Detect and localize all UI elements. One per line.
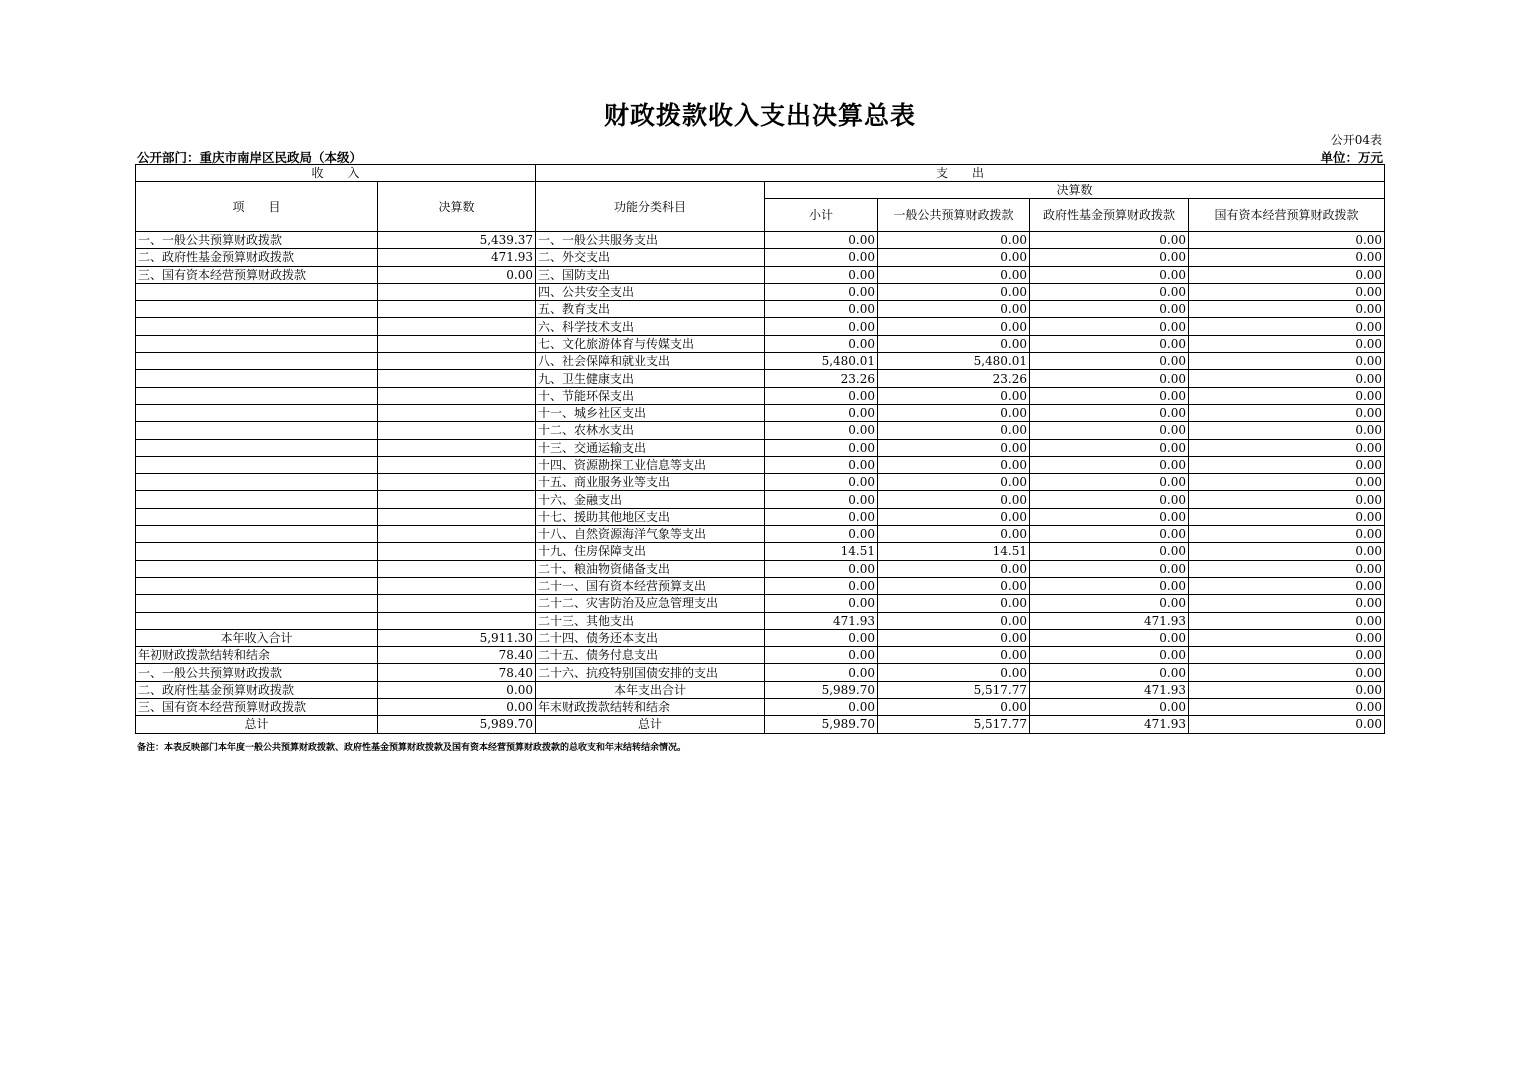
subtotal-cell: 0.00 [765,387,878,404]
general-cell: 0.00 [878,647,1030,664]
func-item-cell: 十、节能环保支出 [536,387,765,404]
func-item-cell: 十五、商业服务业等支出 [536,474,765,491]
table-row [136,456,1385,473]
state-capital-cell: 0.00 [1189,439,1385,456]
table-row [136,629,1385,646]
func-item-cell: 二十、粮油物资储备支出 [536,560,765,577]
income-amount-cell: 5,989.70 [378,716,536,733]
state-capital-header: 国有资本经营预算财政拨款 [1189,199,1385,232]
table-row [136,526,1385,543]
income-item-cell: 三、国有资本经营预算财政拨款 [136,266,378,283]
func-item-cell: 二十六、抗疫特别国债安排的支出 [536,664,765,681]
gov-fund-cell: 0.00 [1030,335,1189,352]
general-cell: 0.00 [878,699,1030,716]
table-row [136,716,1385,733]
gov-fund-cell: 0.00 [1030,387,1189,404]
state-capital-cell: 0.00 [1189,577,1385,594]
gov-fund-cell: 471.93 [1030,716,1189,733]
func-item-cell: 十三、交通运输支出 [536,439,765,456]
func-item-cell: 九、卫生健康支出 [536,370,765,387]
income-amount-cell [378,612,536,629]
income-amount-cell [378,560,536,577]
income-item-cell: 二、政府性基金预算财政拨款 [136,249,378,266]
state-capital-cell: 0.00 [1189,543,1385,560]
func-item-cell: 年末财政拨款结转和结余 [536,699,765,716]
state-capital-cell: 0.00 [1189,647,1385,664]
state-capital-cell: 0.00 [1189,456,1385,473]
table-row [136,266,1385,283]
subtotal-cell: 0.00 [765,283,878,300]
func-item-cell: 二十三、其他支出 [536,612,765,629]
income-item-cell [136,595,378,612]
table-row [136,283,1385,300]
general-cell: 0.00 [878,404,1030,421]
table-row [136,301,1385,318]
income-amount-cell [378,422,536,439]
income-amount-cell: 78.40 [378,664,536,681]
func-item-cell: 三、国防支出 [536,266,765,283]
table-row [136,249,1385,266]
income-item-cell: 一、一般公共预算财政拨款 [136,664,378,681]
state-capital-cell: 0.00 [1189,612,1385,629]
subtotal-cell: 14.51 [765,543,878,560]
state-capital-cell: 0.00 [1189,266,1385,283]
func-item-cell: 十八、自然资源海洋气象等支出 [536,526,765,543]
gov-fund-cell: 0.00 [1030,456,1189,473]
func-item-cell: 二、外交支出 [536,249,765,266]
general-cell: 0.00 [878,595,1030,612]
income-item-cell [136,370,378,387]
general-cell: 0.00 [878,439,1030,456]
subtotal-cell: 0.00 [765,595,878,612]
state-capital-cell: 0.00 [1189,370,1385,387]
general-cell: 0.00 [878,491,1030,508]
table-row [136,491,1385,508]
subtotal-cell: 0.00 [765,232,878,249]
general-header: 一般公共预算财政拨款 [878,199,1030,232]
subtotal-cell: 0.00 [765,526,878,543]
table-row [136,439,1385,456]
table-row [136,560,1385,577]
subtotal-cell: 0.00 [765,266,878,283]
state-capital-cell: 0.00 [1189,283,1385,300]
income-item-cell [136,577,378,594]
table-row [136,699,1385,716]
income-amount-cell [378,335,536,352]
func-header: 功能分类科目 [536,182,765,232]
income-item-cell: 一、一般公共预算财政拨款 [136,232,378,249]
gov-fund-cell: 0.00 [1030,699,1189,716]
income-item-cell [136,404,378,421]
func-item-cell: 二十一、国有资本经营预算支出 [536,577,765,594]
func-item-cell: 二十二、灾害防治及应急管理支出 [536,595,765,612]
state-capital-cell: 0.00 [1189,422,1385,439]
general-cell: 5,517.77 [878,681,1030,698]
table-row [136,370,1385,387]
income-item-cell [136,283,378,300]
state-capital-cell: 0.00 [1189,249,1385,266]
subtotal-cell: 0.00 [765,422,878,439]
table-row [136,474,1385,491]
general-cell: 0.00 [878,301,1030,318]
subtotal-cell: 0.00 [765,577,878,594]
general-cell: 0.00 [878,629,1030,646]
gov-fund-cell: 0.00 [1030,370,1189,387]
income-amount-cell: 0.00 [378,699,536,716]
subtotal-cell: 0.00 [765,699,878,716]
state-capital-cell: 0.00 [1189,404,1385,421]
func-item-cell: 五、教育支出 [536,301,765,318]
gov-fund-cell: 0.00 [1030,595,1189,612]
general-cell: 0.00 [878,560,1030,577]
gov-fund-cell: 0.00 [1030,577,1189,594]
table-row [136,681,1385,698]
state-capital-cell: 0.00 [1189,353,1385,370]
income-item-cell [136,335,378,352]
income-amount-cell [378,456,536,473]
table-row [136,232,1385,249]
gov-fund-cell: 0.00 [1030,404,1189,421]
income-amount-cell: 0.00 [378,681,536,698]
income-amount-cell: 0.00 [378,266,536,283]
income-item-cell [136,560,378,577]
state-capital-cell: 0.00 [1189,335,1385,352]
func-item-cell: 六、科学技术支出 [536,318,765,335]
general-cell: 0.00 [878,474,1030,491]
subtotal-cell: 5,989.70 [765,716,878,733]
subtotal-cell: 471.93 [765,612,878,629]
income-item-cell [136,439,378,456]
gov-fund-cell: 0.00 [1030,249,1189,266]
income-item-cell [136,474,378,491]
func-item-cell: 十一、城乡社区支出 [536,404,765,421]
subtotal-cell: 0.00 [765,560,878,577]
income-amount-cell [378,474,536,491]
income-item-cell [136,318,378,335]
subtotal-cell: 0.00 [765,318,878,335]
table-number: 公开04表 [1330,133,1382,147]
subtotal-cell: 0.00 [765,335,878,352]
table-row [136,387,1385,404]
subtotal-cell: 0.00 [765,249,878,266]
subtotal-cell: 23.26 [765,370,878,387]
func-item-cell: 总计 [536,716,765,733]
income-item-cell [136,353,378,370]
state-capital-cell: 0.00 [1189,699,1385,716]
general-cell: 0.00 [878,612,1030,629]
income-amount-cell [378,491,536,508]
table-row [136,422,1385,439]
func-item-cell: 十六、金融支出 [536,491,765,508]
general-cell: 5,480.01 [878,353,1030,370]
income-amount-cell [378,370,536,387]
subtotal-cell: 0.00 [765,301,878,318]
state-capital-cell: 0.00 [1189,716,1385,733]
income-amount-cell: 471.93 [378,249,536,266]
subtotal-header: 小计 [765,199,878,232]
state-capital-cell: 0.00 [1189,318,1385,335]
gov-fund-cell: 0.00 [1030,266,1189,283]
state-capital-cell: 0.00 [1189,232,1385,249]
table-row [136,577,1385,594]
income-item-cell [136,612,378,629]
income-item-cell [136,508,378,525]
state-capital-cell: 0.00 [1189,681,1385,698]
subtotal-cell: 5,480.01 [765,353,878,370]
subtotal-cell: 0.00 [765,491,878,508]
table-row [136,543,1385,560]
func-item-cell: 二十四、债务还本支出 [536,629,765,646]
income-item-cell [136,491,378,508]
general-cell: 0.00 [878,577,1030,594]
subtotal-cell: 0.00 [765,404,878,421]
unit-label: 单位：万元 [1320,150,1383,165]
general-cell: 23.26 [878,370,1030,387]
income-item-cell [136,543,378,560]
gov-fund-cell: 471.93 [1030,612,1189,629]
income-amount-cell [378,439,536,456]
amount-header: 决算数 [378,182,536,232]
gov-fund-cell: 0.00 [1030,232,1189,249]
table-row [136,647,1385,664]
subtotal-cell: 0.00 [765,647,878,664]
budget-table [135,164,1385,734]
income-amount-cell [378,283,536,300]
gov-fund-cell: 0.00 [1030,422,1189,439]
state-capital-cell: 0.00 [1189,595,1385,612]
state-capital-cell: 0.00 [1189,629,1385,646]
income-item-cell [136,387,378,404]
general-cell: 0.00 [878,526,1030,543]
income-header: 收 入 [136,165,536,182]
general-cell: 0.00 [878,508,1030,525]
gov-fund-cell: 0.00 [1030,647,1189,664]
department-label: 公开部门：重庆市南岸区民政局（本级） [137,150,363,165]
func-item-cell: 十九、住房保障支出 [536,543,765,560]
table-row [136,353,1385,370]
income-item-cell [136,456,378,473]
state-capital-cell: 0.00 [1189,387,1385,404]
general-cell: 0.00 [878,266,1030,283]
general-cell: 0.00 [878,283,1030,300]
expense-header: 支 出 [536,165,1385,182]
gov-fund-cell: 471.93 [1030,681,1189,698]
income-amount-cell: 78.40 [378,647,536,664]
income-amount-cell [378,387,536,404]
func-item-cell: 本年支出合计 [536,681,765,698]
income-item-cell: 总计 [136,716,378,733]
income-amount-cell: 5,439.37 [378,232,536,249]
income-item-cell: 二、政府性基金预算财政拨款 [136,681,378,698]
income-item-cell: 三、国有资本经营预算财政拨款 [136,699,378,716]
subtotal-cell: 0.00 [765,474,878,491]
general-cell: 0.00 [878,664,1030,681]
general-cell: 0.00 [878,422,1030,439]
income-item-cell: 本年收入合计 [136,629,378,646]
func-item-cell: 一、一般公共服务支出 [536,232,765,249]
gov-fund-cell: 0.00 [1030,508,1189,525]
general-cell: 0.00 [878,318,1030,335]
subtotal-cell: 5,989.70 [765,681,878,698]
footnote: 备注：本表反映部门本年度一般公共预算财政拨款、政府性基金预算财政拨款及国有资本经营预算财政拨款的总收支和年末结转结余情况。 [137,743,687,753]
func-item-cell: 十四、资源勘探工业信息等支出 [536,456,765,473]
general-cell: 0.00 [878,387,1030,404]
income-amount-cell [378,526,536,543]
state-capital-cell: 0.00 [1189,301,1385,318]
gov-fund-cell: 0.00 [1030,283,1189,300]
gov-fund-cell: 0.00 [1030,439,1189,456]
table-row [136,612,1385,629]
item-header: 项 目 [136,182,378,232]
func-item-cell: 七、文化旅游体育与传媒支出 [536,335,765,352]
income-amount-cell [378,508,536,525]
income-amount-cell [378,595,536,612]
func-item-cell: 十二、农林水支出 [536,422,765,439]
income-amount-cell [378,301,536,318]
state-capital-cell: 0.00 [1189,664,1385,681]
state-capital-cell: 0.00 [1189,508,1385,525]
subtotal-cell: 0.00 [765,456,878,473]
func-item-cell: 十七、援助其他地区支出 [536,508,765,525]
page-title: 财政拨款收入支出决算总表 [603,101,916,130]
func-item-cell: 四、公共安全支出 [536,283,765,300]
general-cell: 14.51 [878,543,1030,560]
income-item-cell [136,301,378,318]
gov-fund-cell: 0.00 [1030,318,1189,335]
income-amount-cell: 5,911.30 [378,629,536,646]
subtotal-cell: 0.00 [765,508,878,525]
income-amount-cell [378,577,536,594]
gov-fund-cell: 0.00 [1030,664,1189,681]
gov-fund-cell: 0.00 [1030,301,1189,318]
state-capital-cell: 0.00 [1189,474,1385,491]
general-cell: 5,517.77 [878,716,1030,733]
income-item-cell [136,422,378,439]
table-row [136,335,1385,352]
income-item-cell [136,526,378,543]
settle-header: 决算数 [765,182,1385,199]
income-amount-cell [378,353,536,370]
income-amount-cell [378,543,536,560]
general-cell: 0.00 [878,335,1030,352]
general-cell: 0.00 [878,232,1030,249]
gov-fund-cell: 0.00 [1030,474,1189,491]
gov-fund-cell: 0.00 [1030,629,1189,646]
table-row [136,318,1385,335]
gov-fund-cell: 0.00 [1030,543,1189,560]
table-row [136,595,1385,612]
gov-fund-header: 政府性基金预算财政拨款 [1030,199,1189,232]
table-row [136,508,1385,525]
subtotal-cell: 0.00 [765,664,878,681]
state-capital-cell: 0.00 [1189,526,1385,543]
table-row [136,404,1385,421]
income-amount-cell [378,404,536,421]
state-capital-cell: 0.00 [1189,491,1385,508]
gov-fund-cell: 0.00 [1030,526,1189,543]
func-item-cell: 八、社会保障和就业支出 [536,353,765,370]
gov-fund-cell: 0.00 [1030,353,1189,370]
func-item-cell: 二十五、债务付息支出 [536,647,765,664]
gov-fund-cell: 0.00 [1030,560,1189,577]
general-cell: 0.00 [878,249,1030,266]
table-row [136,664,1385,681]
subtotal-cell: 0.00 [765,629,878,646]
general-cell: 0.00 [878,456,1030,473]
state-capital-cell: 0.00 [1189,560,1385,577]
income-amount-cell [378,318,536,335]
gov-fund-cell: 0.00 [1030,491,1189,508]
income-item-cell: 年初财政拨款结转和结余 [136,647,378,664]
subtotal-cell: 0.00 [765,439,878,456]
